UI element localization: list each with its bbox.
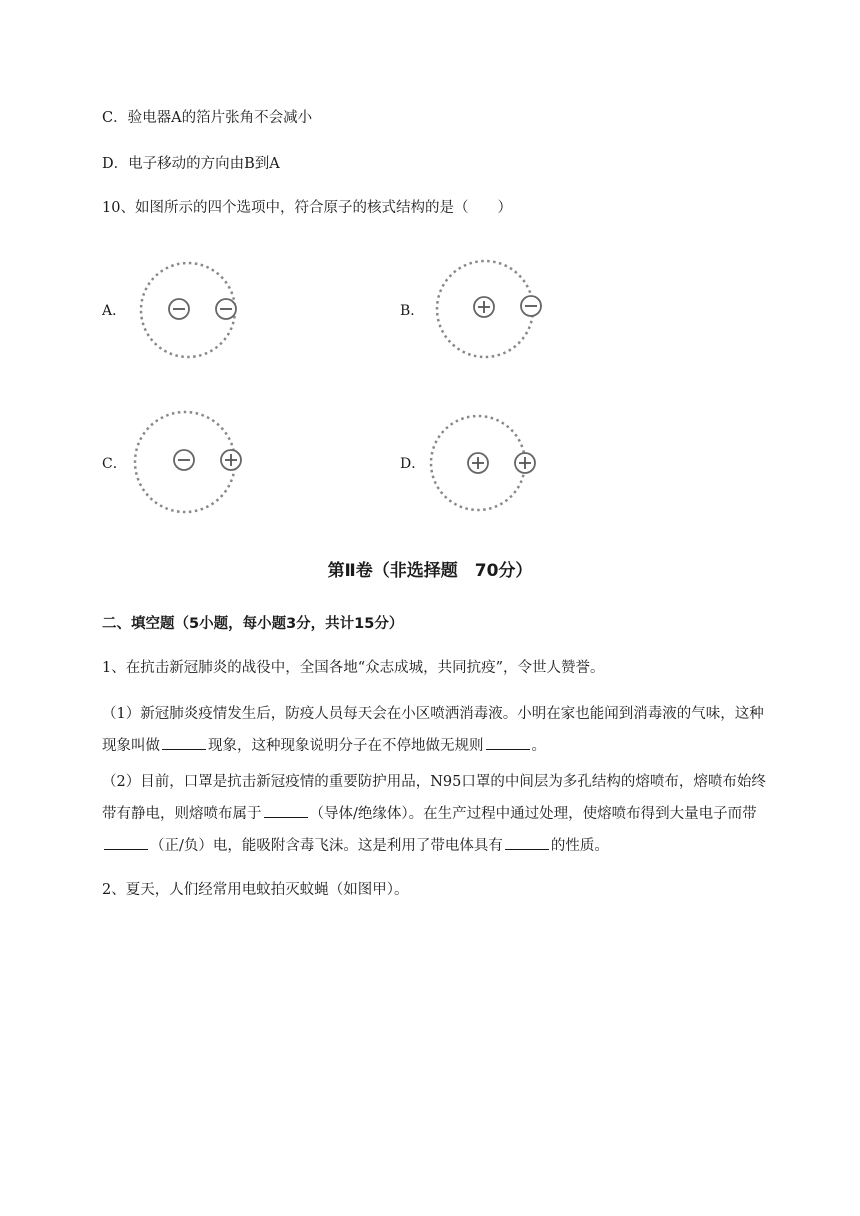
answer-blank-2[interactable] — [486, 735, 530, 750]
choice-b-label: B． — [400, 303, 425, 319]
question-10-stem: 10、如图所示的四个选项中，符合原子的核式结构的是（ ） — [102, 200, 512, 216]
q1p2-text-a: （2）目前，口罩是抗击新冠疫情的重要防护用品，N95口罩的中间层为多孔结构的熔喷布，熔喷布始终带有静电，则熔喷布属于 — [102, 774, 766, 822]
q1p2-text-b: （导体/绝缘体）。在生产过程中通过处理，使熔喷布得到大量电子而带 — [309, 806, 757, 822]
answer-blank-4[interactable] — [104, 835, 148, 850]
section-title: 第Ⅱ卷（非选择题 70分） — [327, 561, 533, 581]
atom-diagram-d — [424, 412, 550, 516]
choice-d-label: D． — [400, 456, 426, 472]
atom-diagram-b — [430, 256, 550, 362]
q1p2-text-c: （正/负）电，能吸附含毒飞沫。这是利用了带电体具有 — [150, 838, 503, 854]
option-d: D．电子移动的方向由B到A — [102, 156, 280, 172]
q1p1-text-c: 。 — [531, 738, 546, 754]
question-2-stem: 2、夏天，人们经常用电蚊拍灭蚊蝇（如图甲）。 — [102, 882, 409, 898]
option-c: C．验电器A的箔片张角不会减小 — [102, 110, 313, 126]
question-1-stem: 1、在抗击新冠肺炎的战役中，全国各地“众志成城，共同抗疫”，令世人赞誉。 — [102, 660, 605, 676]
q1p1-text-a: （1）新冠肺炎疫情发生后，防疫人员每天会在小区喷洒消毒液。小明在家也能闻到消毒液的气味，这种现象叫做 — [102, 706, 764, 754]
q1p1-text-b: 现象，这种现象说明分子在不停地做无规则 — [208, 738, 484, 754]
section-heading: 二、填空题（5小题，每小题3分，共计15分） — [102, 616, 404, 632]
answer-blank-5[interactable] — [505, 835, 549, 850]
atom-diagram-c — [130, 404, 256, 516]
atom-diagram-a — [128, 258, 248, 362]
question-1-part-1 — [102, 698, 774, 762]
answer-blank-1[interactable] — [162, 735, 206, 750]
question-1-part-2 — [102, 766, 774, 862]
answer-blank-3[interactable] — [264, 803, 308, 818]
choice-a-label: A． — [102, 303, 127, 319]
choice-c-label: C． — [102, 456, 127, 472]
q1p2-text-d: 的性质。 — [550, 838, 609, 854]
